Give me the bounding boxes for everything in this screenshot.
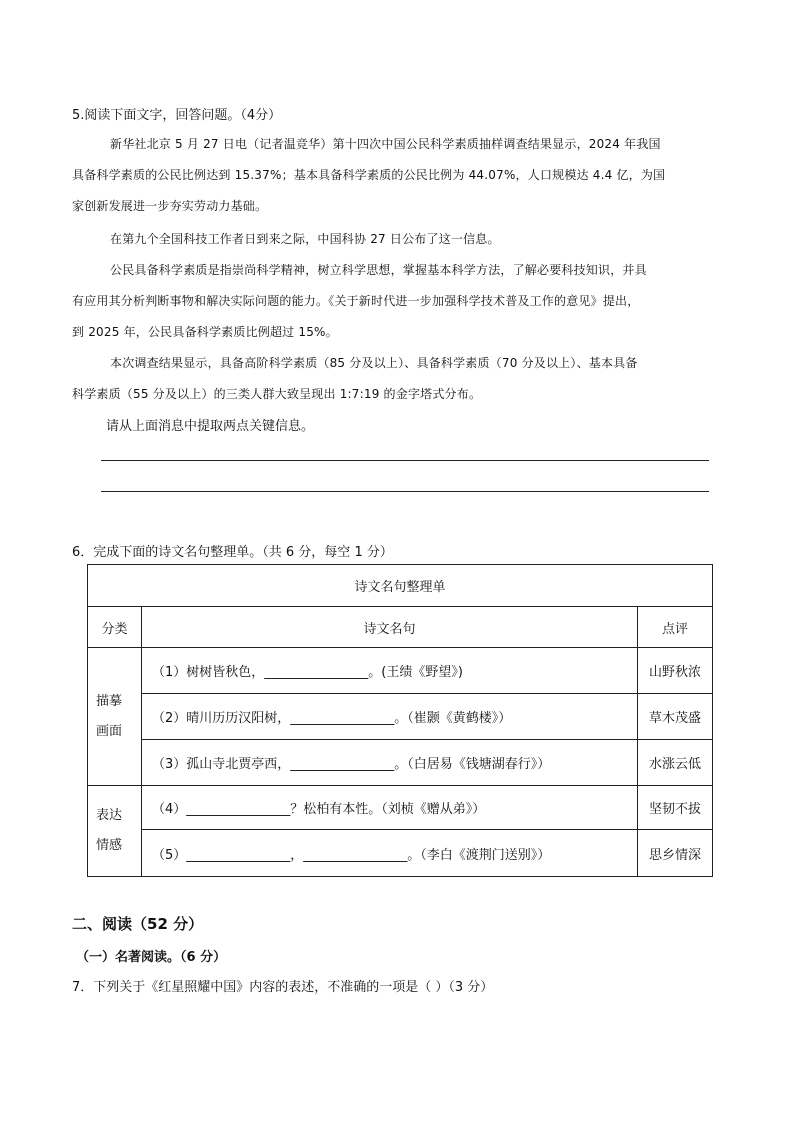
q5-line-5: 公民具备科学素质是指崇尚科学精神，树立科学思想，掌握基本科学方法，了解必要科技知识，并具 (110, 263, 647, 277)
comment-cell: 水涨云低 (638, 740, 713, 786)
verse-cell[interactable]: （2）晴川历历汉阳树，________________。（崔颢《黄鹤楼》） (142, 694, 638, 740)
q6-title: 6．完成下面的诗文名句整理单。（共 6 分，每空 1 分） (72, 545, 393, 560)
table-row (88, 740, 713, 786)
comment-cell: 思乡情深 (638, 830, 713, 877)
category-depict (88, 648, 142, 786)
poem-table (87, 564, 713, 877)
q5-line-1: 新华社北京 5 月 27 日电（记者温竞华）第十四次中国公民科学素质抽样调查结果显示，2024 年我国 (110, 137, 661, 151)
q5-line-4: 在第九个全国科技工作者日到来之际，中国科协 27 日公布了这一信息。 (110, 232, 500, 246)
verse-cell[interactable]: （4）________________？松柏有本性。（刘桢《赠从弟》） (142, 786, 638, 830)
header-category: 分类 (88, 607, 142, 648)
q7-question: 7．下列关于《红星照耀中国》内容的表述，不准确的一项是（ ）（3 分） (72, 980, 494, 995)
table-row (88, 694, 713, 740)
q5-line-9: 科学素质（55 分及以上）的三类人群大致呈现出 1:7:19 的金字塔式分布。 (72, 387, 482, 401)
q5-line-2: 具备科学素质的公民比例达到 15.37%；基本具备科学素质的公民比例为 44.07%，人口规模达 4.4 亿，为国 (72, 168, 666, 182)
q5-title: 5.阅读下面文字，回答问题。（4分） (72, 108, 282, 123)
category-depict-line2: 画面 (96, 723, 123, 739)
answer-line-1[interactable] (101, 460, 709, 461)
q5-line-3: 家创新发展进一步夯实劳动力基础。 (72, 199, 268, 213)
table-row (88, 830, 713, 877)
table-row (88, 648, 713, 694)
section2-title: 二、阅读（52 分） (72, 915, 204, 933)
comment-cell: 坚韧不拔 (638, 786, 713, 830)
section2-sub1-title: （一）名著阅读。（6 分） (76, 950, 227, 965)
q5-prompt: 请从上面消息中提取两点关键信息。 (106, 419, 315, 434)
category-depict-line1: 描摹 (96, 693, 123, 709)
header-verse: 诗文名句 (142, 607, 638, 648)
comment-cell: 山野秋浓 (638, 648, 713, 694)
answer-line-2[interactable] (101, 491, 709, 492)
q5-line-8: 本次调查结果显示，具备高阶科学素质（85 分及以上）、具备科学素质（70 分及以上）、基本具备 (110, 356, 638, 370)
verse-cell[interactable]: （3）孤山寺北贾亭西，________________。（白居易《钱塘湖春行》） (142, 740, 638, 786)
category-emotion-line2: 情感 (96, 838, 123, 853)
table-title: 诗文名句整理单 (88, 565, 713, 607)
q5-line-7: 到 2025 年，公民具备科学素质比例超过 15%。 (72, 325, 338, 339)
comment-cell: 草木茂盛 (638, 694, 713, 740)
verse-cell[interactable]: （1）树树皆秋色，________________。(王绩《野望》) (142, 648, 638, 694)
q5-line-6: 有应用其分析判断事物和解决实际问题的能力。《关于新时代进一步加强科学技术普及工作的意见》提出， (72, 294, 640, 308)
category-emotion (88, 786, 142, 877)
table-row (88, 786, 713, 830)
category-emotion-line1: 表达 (96, 808, 123, 823)
header-comment: 点评 (638, 607, 713, 648)
verse-cell[interactable]: （5）________________，________________。（李白《渡荆门送别》） (142, 830, 638, 877)
